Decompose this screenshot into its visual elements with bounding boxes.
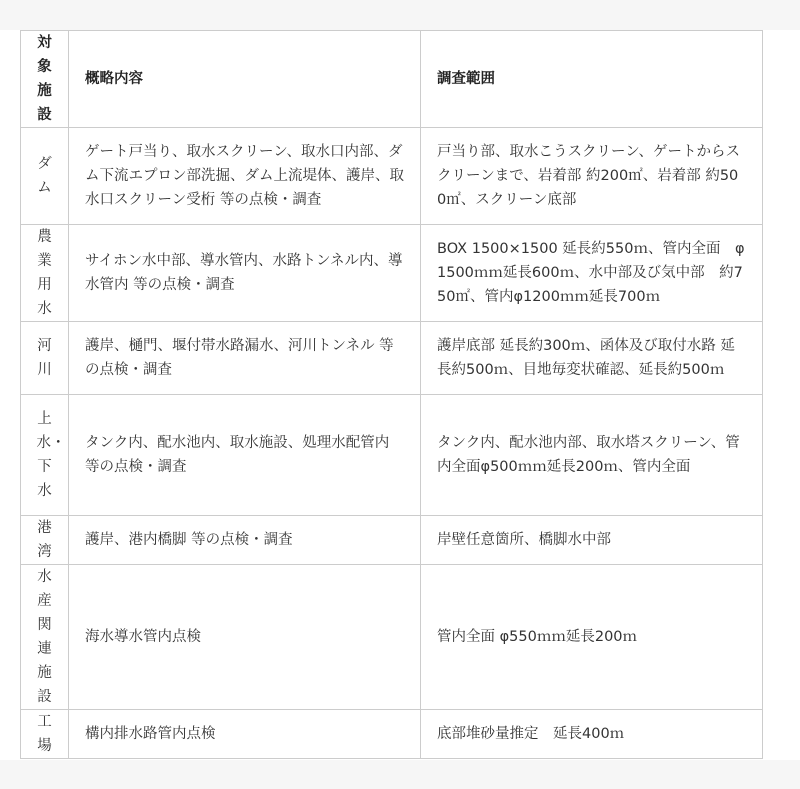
table-row: [21, 565, 763, 710]
table-row: [21, 322, 763, 395]
header-row: [21, 31, 763, 128]
header-scope: 調査範囲: [421, 31, 763, 128]
survey-table: [20, 30, 763, 759]
table-row: [21, 128, 763, 225]
table-row: [21, 225, 763, 322]
row-target: 上水・下水: [21, 395, 69, 516]
row-target: ダム: [21, 128, 69, 225]
top-margin: [0, 0, 800, 30]
row-target: 河川: [21, 322, 69, 395]
row-scope: 管内全面 φ550ｍｍ延長200ｍ: [421, 565, 763, 710]
table-row: [21, 516, 763, 565]
row-scope: BOX 1500×1500 延長約550ｍ、管内全面 φ1500ｍｍ延長600ｍ、水中部及び気中部 約750㎡、管内φ1200ｍｍ延長700ｍ: [421, 225, 763, 322]
table-row: [21, 395, 763, 516]
row-target: 港湾: [21, 516, 69, 565]
header-target: 対象施設: [21, 31, 69, 128]
row-target: 工場: [21, 710, 69, 759]
bottom-margin: [0, 760, 800, 789]
row-scope: 戸当り部、取水こうスクリーン、ゲートからスクリーンまで、岩着部 約200㎡、岩着部 約500㎡、スクリーン底部: [421, 128, 763, 225]
row-summary: 護岸、港内橋脚 等の点検・調査: [69, 516, 421, 565]
row-scope: タンク内、配水池内部、取水塔スクリーン、管内全面φ500ｍｍ延長200ｍ、管内全面: [421, 395, 763, 516]
row-summary: 構内排水路管内点検: [69, 710, 421, 759]
table-row: [21, 710, 763, 759]
row-summary: タンク内、配水池内、取水施設、処理水配管内 等の点検・調査: [69, 395, 421, 516]
row-scope: 岸壁任意箇所、橋脚水中部: [421, 516, 763, 565]
row-scope: 護岸底部 延長約300ｍ、函体及び取付水路 延長約500ｍ、目地毎変状確認、延長約500ｍ: [421, 322, 763, 395]
row-summary: ゲート戸当り、取水スクリーン、取水口内部、ダム下流エプロン部洗掘、ダム上流堤体、護岸、取水口スクリーン受桁 等の点検・調査: [69, 128, 421, 225]
header-summary: 概略内容: [69, 31, 421, 128]
row-summary: 護岸、樋門、堰付帯水路漏水、河川トンネル 等の点検・調査: [69, 322, 421, 395]
row-target: 水産関連施設: [21, 565, 69, 710]
row-summary: サイホン水中部、導水管内、水路トンネル内、導水管内 等の点検・調査: [69, 225, 421, 322]
row-summary: 海水導水管内点検: [69, 565, 421, 710]
content-area: [0, 30, 800, 760]
row-scope: 底部堆砂量推定 延長400ｍ: [421, 710, 763, 759]
row-target: 農業用水: [21, 225, 69, 322]
